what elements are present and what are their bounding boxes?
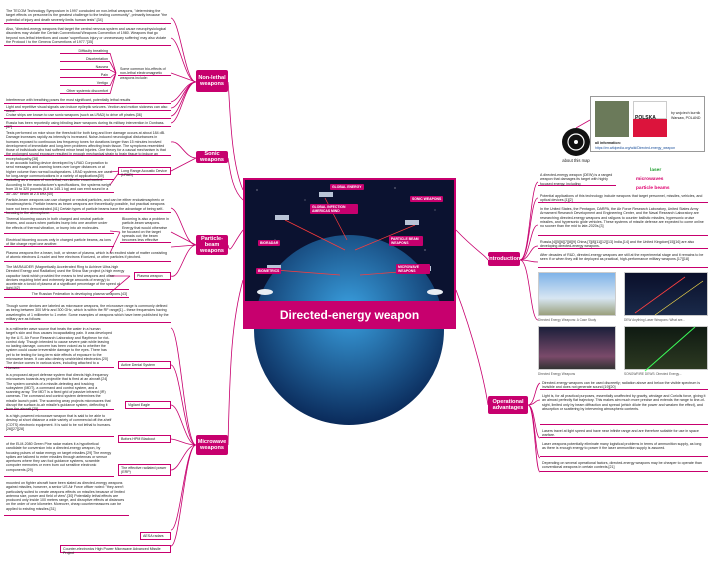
discreet-use-note: Directed-energy weapons can be used discreetly; radiation above and below the visible spectrum is invisible and does not generate sound.[19][20] xyxy=(540,380,708,390)
lrad-label[interactable]: Long Range Acoustic Device (LRAD) xyxy=(118,167,171,175)
vigilant-eagle-description: is a proposed airport defense system that directs high-frequency microwaves towards any projectile that is fired at an aircraft.[24] The system consists of a missile-detecting and tracking subsystem (MDT), a command and control system, and a scanning array. The MDT is a fixed grid of passive infrared (IR) cameras. The command and control system determines the missile launch point. The scanning array projects microwaves that disrupt the surface-to-air missile's guidance system, deflecting it from the aircraft.[25] xyxy=(4,372,114,410)
center-label-global-energy: GLOBAL ENERGY xyxy=(332,185,362,189)
erp-label[interactable]: The effective radiated power (ERP) xyxy=(118,464,171,476)
branch-microwave-weapons[interactable]: Microwave weapons xyxy=(196,435,228,455)
photo-green-laser xyxy=(624,326,708,370)
aesa-description: mounted on fighter aircraft have been slated as directed-energy weapons against missiles, however, a senior US Air Force officer noted: "they aren't particularly suited to create weapons effects on missiles because of limited antenna size, power and field of view".[30] Potentially lethal effects are produced only inside 100 meters range, and disruptive effects at distances on the order of one kilometer. Moreover, cheap countermeasures can be applied to existing missiles.[31] xyxy=(4,480,129,516)
russia-plasma-note: The Russian Federation is developing plasma weapons.[43] xyxy=(4,291,129,298)
type-microwaves: microwaves xyxy=(636,177,664,182)
photo-caption-3: Directed Energy Weapons xyxy=(538,372,576,376)
map-logo-icon xyxy=(562,128,590,156)
center-label-sonic-weapons: SONIC WEAPONS xyxy=(412,197,442,201)
bio-effects-label: Some common bio-effects of non-lethal electromagnetic weapons include: xyxy=(118,66,171,76)
marauder-note: The MARAUDER (Magnetically Accelerated Ring to Achieve Ultra-high Directed Energy and Radiation) used the Shiva Star project (a high energy capacitor bank which provided the means to test weapons and other devices requiring brief and extremely large amounts of energy) to accelerate a toroid of plasma at a significant percentage of the speed of light.[42] xyxy=(4,264,129,290)
laser-beams-graphic xyxy=(625,273,709,317)
source-label: all information: xyxy=(595,141,621,145)
effect-difficulty-breathing: Difficulty breathing xyxy=(60,48,110,54)
photo-caption-1: Directed Energy Weapons: A Case Study xyxy=(538,318,597,322)
lrad-description: In an acoustic hailing device developed by LRAD Corporation to send messages and warning tones over longer distances or at higher volume than normal loudspeakers. LRAD systems are used for long-range communications in a variety of applications[39] including as a means of non-lethal, non-kinetic crowd control. xyxy=(4,160,114,180)
microwave-intro-note: Though some devices are labeled as microwave weapons, the microwave range is commonly defined as being between 300 MHz and 300 GHz, which is within the RF range[1] – these frequencies having wavelengths of 1 millimeter to 1 meter. Some examples of weapons which have been published by the military are as follows: xyxy=(4,303,171,323)
active-denial-description: is a millimeter wave source that heats the water in a human target's skin and thus causes incapacitating pain. It was developed by the U.S. Air Force Research Laboratory and Raytheon for riot-control duty. Though intended to cause severe pain while leaving no lasting damage, concern has been voiced as to whether the system could cause irreversible damage to the eyes. There has yet to be testing for long-term side effects of exposure to the microwave beam. It can also destroy unshielded electronics.[20] The device comes in various sizes, including attached to a Humvee. xyxy=(4,326,114,368)
about-map-label: about this map xyxy=(562,158,590,163)
active-denial-label[interactable]: Active Denial System xyxy=(118,361,171,369)
type-particle-beams: particle beams xyxy=(636,186,670,191)
light-speed-note: Lasers travel at light speed and have near infinite range and are therefore suitable for use in space warfare. xyxy=(540,428,708,438)
green-laser-graphic xyxy=(625,327,709,371)
eln-description: of the ELM-2080 Green Pine radar makes it a hypothetical candidate for conversion into a directed-energy weapon, by focusing pulses of radar energy on target missiles.[29] The energy spikes are tailored to enter missiles through antennas or sensor apertures where they can fool guidance systems, scramble computer memories or even burn out sensitive electronic components.[29] xyxy=(4,441,114,477)
plasma-weapons-note: Plasma weapons fire a beam, bolt, or stream of plasma, which is an excited state of matter consisting of atomic electrons & nuclei and free electrons if ionized, or other particles if pinched. xyxy=(4,250,171,262)
decades-note: After decades of R&D, directed-energy weapons are still at the experimental stage and it remains to be seen if or when they will be deployed as practical, high-performance military weapons.[17][18] xyxy=(538,252,708,268)
us-research-note: In the United States, the Pentagon, DARPA, the Air Force Research Laboratory, United States Army Armament Research Development and Engineering Center, and the Naval Research Laboratory are researching directed-energy weapons and railguns to counter ballistic missiles, hypersonic cruise missiles, and hypersonic glide vehicles. These systems of missile defense are expected to come online no sooner than the mid to late-2020s.[3] xyxy=(538,206,708,236)
branch-operational-advantages[interactable]: Operational advantages xyxy=(488,396,528,414)
effect-other-systemic: Other systemic discomfort xyxy=(60,88,110,94)
aesa-label[interactable]: AESA radars xyxy=(140,532,171,540)
non-lethal-also-note: Also, "directed-energy weapons that target the central nervous system and cause neurophysiological disorders may violate the Certain Conventional Weapons Convention of 1980. Weapons that go beyond non-lethal intentions and cause 'superfluous injury or unnecessary suffering' may also violate the Protocol I to the Geneva Conventions of 1977."[35] xyxy=(4,26,171,46)
effect-nausea: Nausea xyxy=(60,64,110,70)
thermal-blooming-note: Thermal blooming occurs in both charged and neutral particle beams, and occurs when particles bump into one another under the effects of thermal vibration, or bump into air molecules. xyxy=(4,216,114,234)
author-photo xyxy=(595,101,629,137)
center-label-global-infection: GLOBAL INFECTION AMERICAS MIND xyxy=(310,204,358,214)
photo-caption-4: SONGWRIRE DEWS: Directed Energy... xyxy=(624,372,682,376)
photo-laser-truck xyxy=(538,272,616,316)
blooming-problem-note: Blooming is also a problem in particle-beam weapons. Energy that would otherwise be focused on the target spreads out; the beam becomes less effective xyxy=(120,216,171,243)
plasma-weapon-label[interactable]: Plasma weapon xyxy=(134,272,171,280)
non-lethal-tecom-note: The TECOM Technology Symposium in 1997 concluded on non-lethal weapons, "determining the target effects on personnel is the greatest challenge to the testing community", primarily because "the potential of injury and death severely limits human tests".[34] xyxy=(4,8,171,24)
photo-observatory xyxy=(538,326,616,370)
about-map-card xyxy=(590,96,705,152)
photo-caption-2: DEW Anything Laser Weapons: What are... xyxy=(624,318,686,322)
effect-vertigo: Vertigo xyxy=(60,80,110,86)
effect-disorientation: Disorientation xyxy=(60,56,110,62)
light-trajectory-note: Light is, for all practical purposes, essentially unaffected by gravity, windage and Coriolis force, giving it an almost perfectly flat trajectory. This makes aim much more precise and extends the range to line-of-sight, limited only by beam diffraction and spread (which dilute the power and weaken the effect), and absorption or scattering by intervening atmospheric contents. xyxy=(540,393,708,425)
vigilant-eagle-label[interactable]: Vigilant Eagle xyxy=(125,401,171,409)
russia-blinding-note: Russia has been reportedly using blinding laser weapons during its military intervention in Donbass.[37] xyxy=(4,120,171,127)
type-laser: laser xyxy=(650,168,662,173)
interference-note: Interference with breathing poses the most significant, potentially lethal results xyxy=(4,97,171,104)
author-caption-name: by wojciech kurnik xyxy=(671,111,701,115)
about-map-icon[interactable] xyxy=(562,128,590,156)
bofors-description: is a high-powered microwave weapon that is said to be able to destroy at short distance a wide variety of commercial off-the-shelf (COTS) electronic equipment. It is said to be not lethal to humans.[26][27][28] xyxy=(4,413,114,437)
poland-flag xyxy=(633,101,667,137)
electrical-blooming-note: Electrical blooming occurs only in charged particle beams, as ions of like charge repel one another. xyxy=(4,237,114,247)
cost-note: Depending on several operational factors, directed-energy weapons may be cheaper to operate than conventional weapons in certain contexts.[21] xyxy=(540,460,708,472)
light-seizures-note: Light and repetitive visual signals can induce epileptic seizures. Vection and motion sickness can also occur. xyxy=(4,104,171,111)
branch-non-lethal-weapons[interactable]: Non-lethal weapons xyxy=(196,70,228,92)
branch-sonic-weapons[interactable]: Sonic weapons xyxy=(196,151,228,163)
branch-particle-beam-weapons[interactable]: Particle-beam weapons xyxy=(196,235,228,255)
center-label-bioradar: BIORADAR xyxy=(260,241,279,245)
countries-note: Russia,[4][5][6][7][8][9] China,[7][8][11][12][13] India,[14] and the United Kingdom[15][16] are also developing directed-energy weapons. xyxy=(538,239,708,249)
sonic-tests-note: Tests performed on mice show the threshold for both lung and liver damage occurs at about 184 dB. Damage increases rapidly as intensity is increased. Noise-induced neurological disturbances in humans exposed to continuous low frequency tones for durations longer than 15 minutes involved development of immediate and long-term problems affecting brain tissue. The symptoms resembled those of individuals who had suffered minor head injuries. One theory for a causal mechanism is that the prolonged sound exposure resulted in enough mechanical strain to brain tissue to induce an encephalopathy.[38] xyxy=(4,130,171,156)
center-label-biometrics: BIOMETRICS xyxy=(258,269,280,273)
author-caption-location: Warsaw, POLAND xyxy=(671,116,701,120)
dew-definition: A directed-energy weapon (DEW) is a ranged weapon that damages its target with highly focused energy, including xyxy=(538,172,616,186)
central-topic-title[interactable]: Directed-energy weapon xyxy=(243,301,456,329)
flag-text: POLSKA xyxy=(635,115,656,121)
center-label-particle-beam: PARTICLE BEAM WEAPONS xyxy=(389,236,423,246)
photo-laser-night xyxy=(624,272,708,316)
branch-introduction[interactable]: Introduction xyxy=(488,252,520,266)
bofors-label[interactable]: Bofors HPM Blackout xyxy=(118,435,171,443)
logistics-note: Laser weapons potentially eliminate many logistical problems in terms of ammunition supply, as long as there is enough energy to power it the laser ammunition supply is assured. xyxy=(540,441,708,457)
applications-note: Potential applications of this technology include weapons that target personnel, missiles, vehicles, and optical devices.[1][2] xyxy=(538,193,708,203)
lrad-manufacturer-note: According to the manufacturer's specifications, the systems weigh from 15 to 320 pounds (6.8 to 145.1 kg) and can emit sound in a 30°–60° beam at 2.5 kHz.[40] xyxy=(4,182,114,193)
center-label-microwave: MICROWAVE WEAPONS xyxy=(396,264,430,274)
effect-pain: Pain xyxy=(60,72,110,78)
source-link[interactable]: https://en.wikipedia.org/wiki/Directed-energy_weapon xyxy=(595,146,676,150)
particle-intro-note: Particle-beam weapons can use charged or neutral particles, and can be either endoatmospheric or exoatmospheric. Particle beams as beam weapons are theoretically possible, but practical weapons have not been demonstrated.[41] Certain types of particle beams have the advantage of being self-focusing in the atmosphere. xyxy=(4,197,171,213)
champ-label[interactable]: Counter-electronics High Power Microwave Advanced Missile Project xyxy=(60,545,171,553)
cruise-ships-note: Cruise ships are known to use sonic weapons (such as LRAD) to drive off pirates.[36] xyxy=(4,112,171,119)
